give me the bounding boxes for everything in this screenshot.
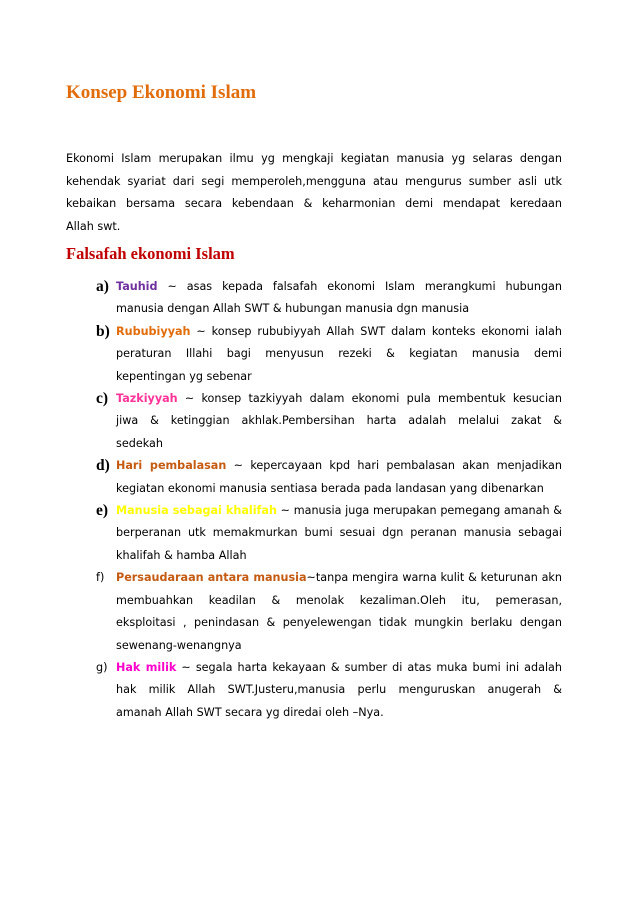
list-item-body (116, 321, 562, 388)
item-first-line-text: ~ manusia juga merupakan pemegang amanah & (276, 504, 562, 518)
list-item (96, 657, 562, 724)
item-first-line-text: ~ kepercayaan kpd hari pembalasan akan menjadikan (226, 459, 562, 473)
item-term: Hak milik (116, 660, 177, 674)
item-line: hak milik Allah SWT.Justeru,manusia perlu menguruskan anugerah & (116, 683, 562, 697)
intro-line: Allah swt. (66, 219, 121, 233)
item-first-line-text: ~tanpa mengira warna kulit & keturunan akn (306, 571, 562, 585)
item-line: sewenang-wenangnya (116, 638, 242, 652)
item-line (116, 500, 562, 522)
item-line: khalifah & hamba Allah (116, 548, 247, 562)
item-line: berperanan utk memakmurkan bumi sesuai dgn peranan manusia sebagai (116, 526, 562, 540)
item-line: jiwa & ketinggian akhlak.Pembersihan harta adalah melalui zakat & (116, 414, 562, 428)
item-first-line-text: ~ konsep rububiyyah Allah SWT dalam konteks ekonomi ialah (190, 324, 562, 338)
item-line: amanah Allah SWT secara yg diredai oleh –Nya. (116, 705, 384, 719)
item-first-line-text: ~ konsep tazkiyyah dalam ekonomi pula membentuk kesucian (177, 392, 562, 406)
list-item-body (116, 500, 562, 567)
item-first-line-text: ~ segala harta kekayaan & sumber di atas muka bumi ini adalah (176, 660, 562, 674)
list-item (96, 500, 562, 567)
intro-line: Ekonomi Islam merupakan ilmu yg mengkaji kegiatan manusia yg selaras dengan (66, 152, 562, 165)
list-marker: d) (96, 457, 110, 475)
list-item-body (116, 388, 562, 455)
item-term: Tauhid (116, 280, 158, 293)
item-term: Rububiyyah (116, 324, 191, 338)
list-item (96, 321, 562, 388)
philosophy-list (96, 276, 562, 724)
intro-line: kebaikan bersama secara kebendaan & keharmonian demi mendapat keredaan (66, 197, 562, 210)
item-line: membuahkan keadilan & menolak kezaliman.Oleh itu, pemerasan, (116, 593, 562, 607)
list-item (96, 455, 562, 500)
list-item (96, 567, 562, 657)
item-line (116, 567, 562, 589)
intro-line: kehendak syariat dari segi memperoleh,mengguna atau mengurus sumber asli utk (66, 174, 562, 188)
item-term: Tazkiyyah (116, 392, 178, 406)
list-item-body (116, 657, 562, 724)
list-marker: f) (96, 571, 105, 585)
list-marker: g) (96, 660, 108, 674)
item-line (116, 455, 562, 477)
list-marker: b) (96, 322, 110, 340)
item-line: eksploitasi , penindasan & penyelewengan tidak mungkin berlaku dengan (116, 616, 562, 630)
page-title: Konsep Ekonomi Islam (66, 82, 257, 103)
item-line: kegiatan ekonomi manusia sentiasa berada pada landasan yang dibenarkan (116, 481, 544, 495)
item-line (116, 388, 562, 410)
list-marker: c) (96, 390, 109, 408)
item-line (116, 276, 562, 298)
item-term: Hari pembalasan (116, 459, 227, 473)
item-line (116, 657, 562, 679)
item-line: kepentingan yg sebenar (116, 369, 252, 383)
list-item-body (116, 567, 562, 657)
section-title: Falsafah ekonomi Islam (66, 244, 235, 263)
item-line: sedekah (116, 436, 163, 450)
intro-paragraph (66, 148, 562, 238)
list-item-body (116, 455, 562, 500)
list-marker: e) (96, 502, 109, 520)
item-line: peraturan Illahi bagi menyusun rezeki & kegiatan manusia demi (116, 347, 562, 361)
item-first-line-text: ~ asas kepada falsafah ekonomi Islam merangkumi hubungan (157, 280, 562, 293)
item-line (116, 321, 562, 343)
item-term: Persaudaraan antara manusia (116, 571, 307, 585)
list-marker: a) (96, 278, 109, 295)
item-line: manusia dengan Allah SWT & hubungan manusia dgn manusia (116, 302, 470, 316)
list-item (96, 388, 562, 455)
list-item-body (116, 276, 562, 321)
item-term: Manusia sebagai khalifah (116, 504, 277, 518)
list-item (96, 276, 562, 321)
